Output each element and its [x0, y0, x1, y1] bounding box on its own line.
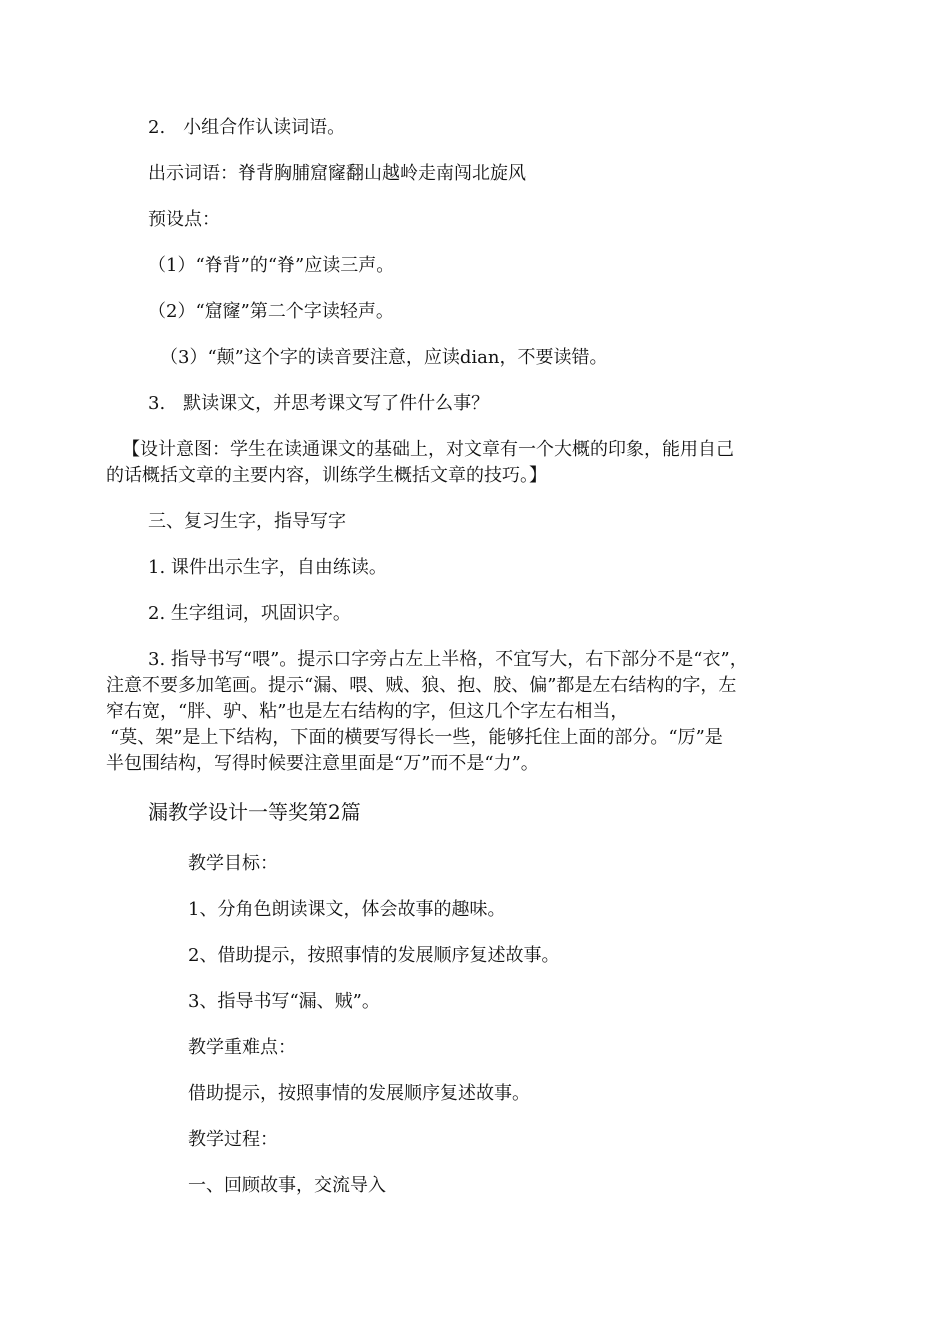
- step-3-silent-reading: 3. 默读课文，并思考课文写了件什么事？: [148, 393, 490, 414]
- key-difficulties-label: 教学重难点：: [188, 1037, 296, 1058]
- preset-points-label: 预设点：: [148, 209, 220, 230]
- design-intent-line-2: 的话概括文章的主要内容，训练学生概括文章的技巧。】: [106, 465, 547, 486]
- writing-guide-line-4: “莫、架”是上下结构，下面的横要写得长一些，能够托住上面的部分。“厉”是: [110, 727, 723, 748]
- writing-guide-line-5: 半包围结构，写得时候要注意里面是“万”而不是“力”。: [106, 753, 539, 774]
- goal-item-2: 2、借助提示，按照事情的发展顺序复述故事。: [188, 945, 560, 966]
- preset-point-2: （2）“窟窿”第二个字读轻声。: [148, 301, 394, 322]
- preset-point-1: （1）“脊背”的“脊”应读三声。: [148, 255, 395, 276]
- review-item-2: 2. 生字组词，巩固识字。: [148, 603, 351, 624]
- writing-guide-line-3: 窄右宽，“胖、驴、粘”也是左右结构的字，但这几个字左右相当，: [106, 701, 629, 722]
- writing-guide-line-2: 注意不要多加笔画。提示“漏、喂、贼、狼、抱、胶、偏”都是左右结构的字，左: [106, 675, 737, 696]
- goal-item-1: 1、分角色朗读课文，体会故事的趣味。: [188, 899, 506, 920]
- teaching-goals-label: 教学目标：: [188, 853, 278, 874]
- article-title: 漏教学设计一等奖第2篇: [148, 800, 361, 824]
- goal-item-3: 3、指导书写“漏、贼”。: [188, 991, 380, 1012]
- review-item-1: 1. 课件出示生字，自由练读。: [148, 557, 387, 578]
- design-intent-line-1: 【设计意图：学生在读通课文的基础上，对文章有一个大概的印象，能用自己: [122, 439, 734, 460]
- section-3-heading: 三、复习生字，指导写字: [148, 511, 346, 532]
- key-difficulties-text: 借助提示，按照事情的发展顺序复述故事。: [188, 1083, 530, 1104]
- preset-point-3: （3）“颠”这个字的读音要注意，应读dian，不要读错。: [160, 347, 608, 368]
- step-2-group-reading: 2. 小组合作认读词语。: [148, 117, 346, 138]
- word-list: 出示词语：脊背胸脯窟窿翻山越岭走南闯北旋风: [148, 163, 526, 184]
- teaching-process-label: 教学过程：: [188, 1129, 278, 1150]
- process-step-1-heading: 一、回顾故事，交流导入: [188, 1175, 386, 1196]
- writing-guide-line-1: 3. 指导书写“喂”。提示口字旁占左上半格，不宜写大，右下部分不是“衣”，: [148, 649, 748, 670]
